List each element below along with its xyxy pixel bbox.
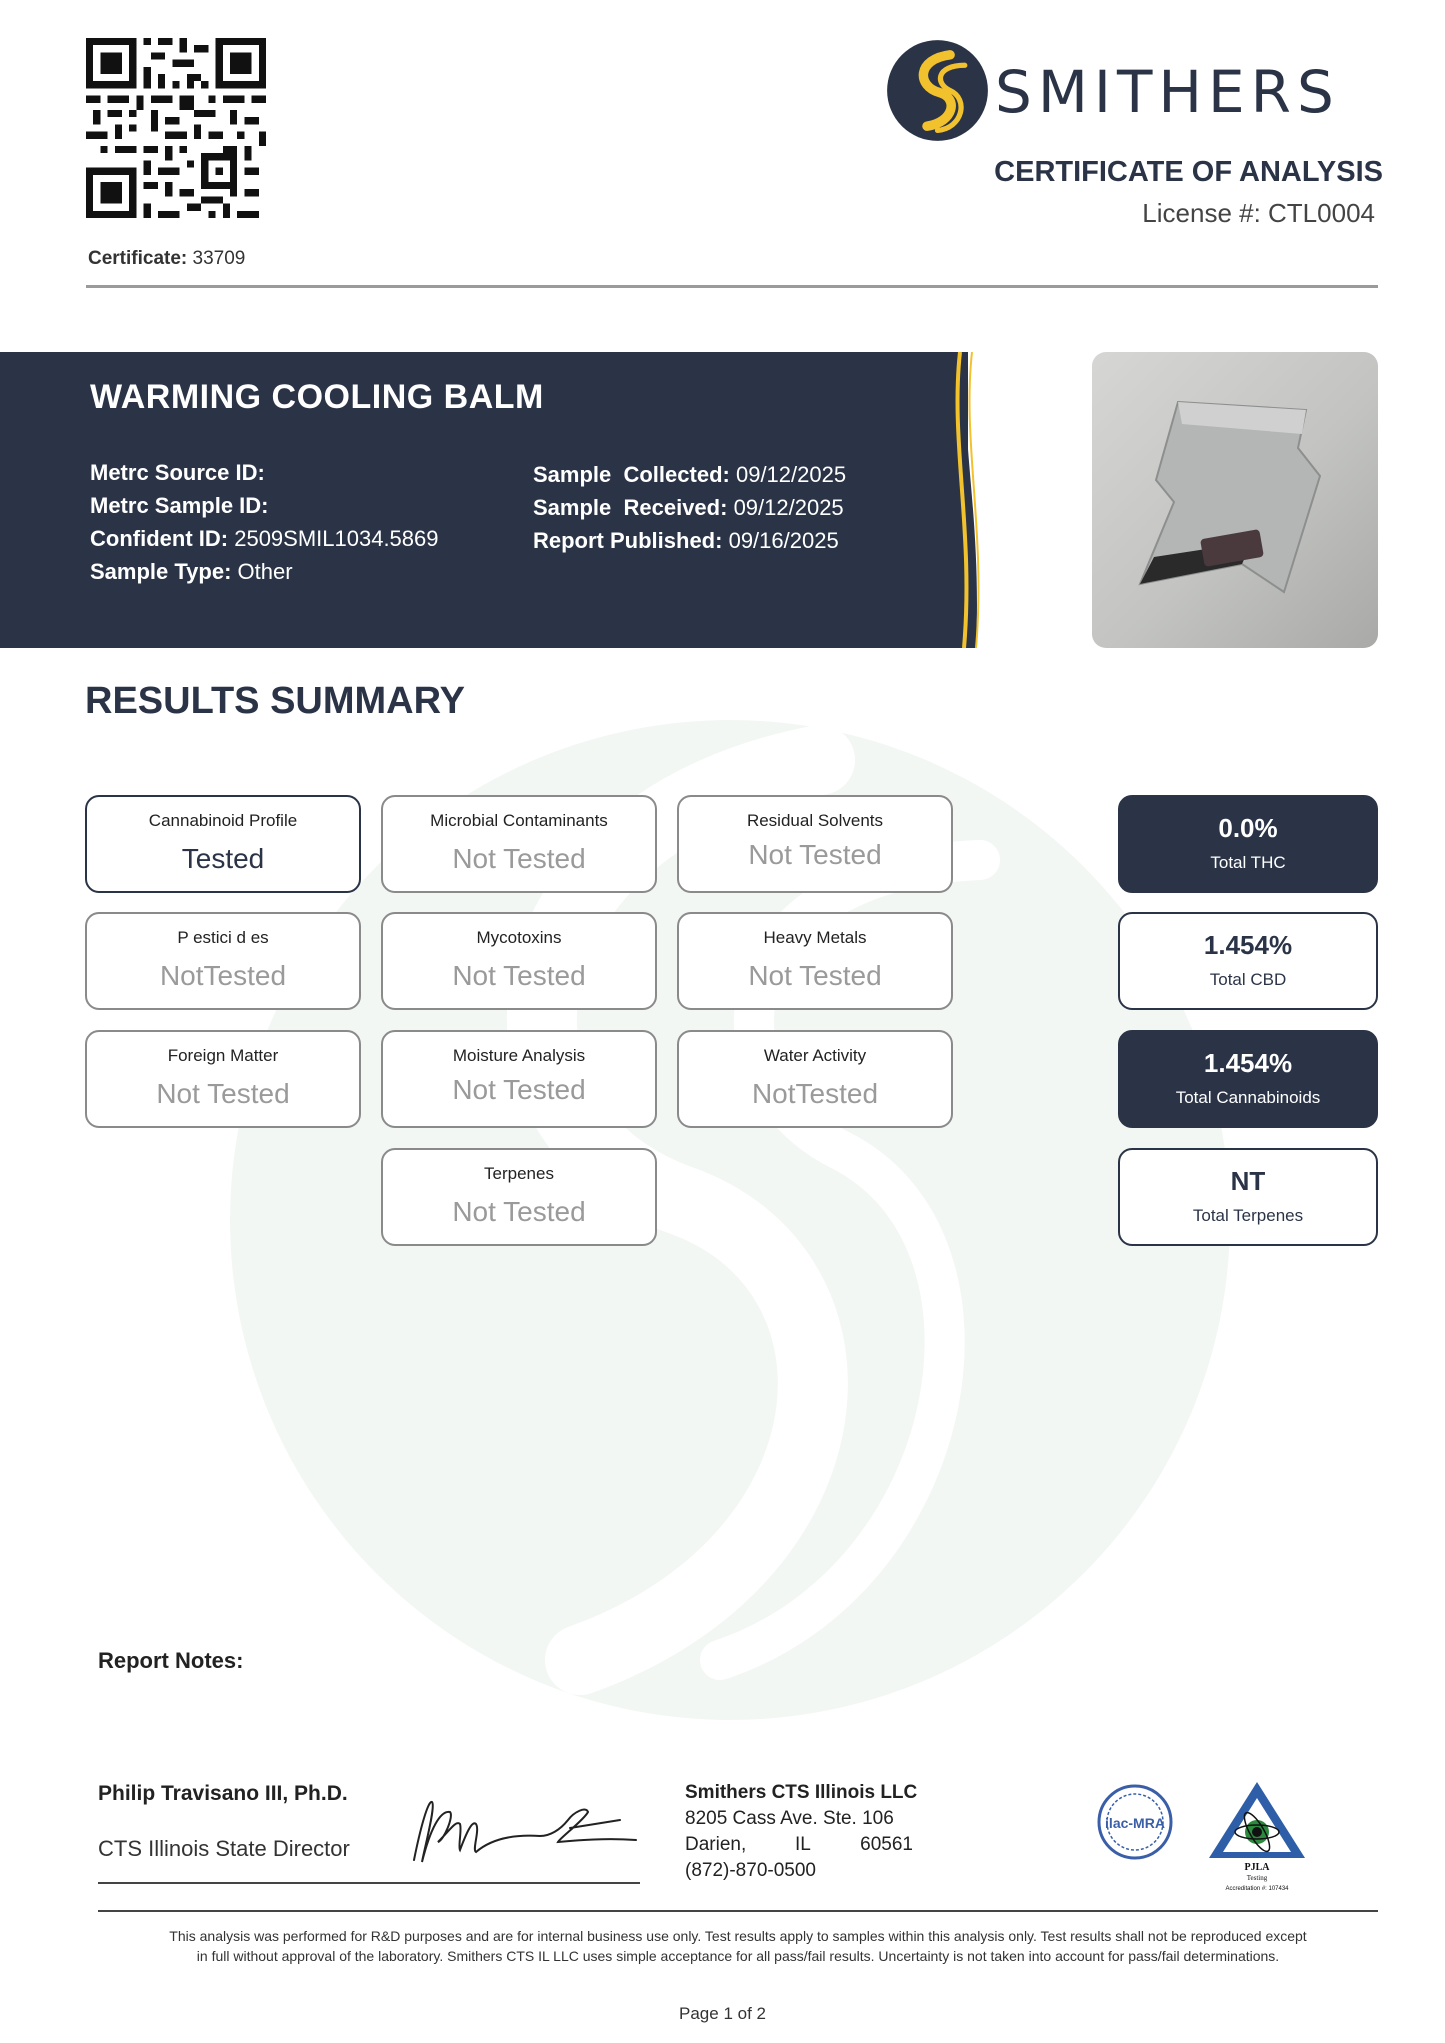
- test-label: Water Activity: [763, 1046, 867, 1065]
- lab-phone: (872)-870-0500: [685, 1860, 816, 1881]
- header-divider: [86, 285, 1378, 288]
- sample-type: Sample Type: Other: [90, 559, 293, 584]
- test-card-mycotoxins: [381, 912, 657, 1010]
- smithers-logo-icon: [885, 38, 990, 143]
- svg-text:ilac-MRA: ilac-MRA: [1105, 1815, 1165, 1831]
- test-label: Terpenes: [484, 1164, 554, 1183]
- signature: [410, 1790, 640, 1870]
- ilac-mra-logo: [1095, 1782, 1175, 1862]
- total-cannabinoids-card: [1118, 1030, 1378, 1128]
- banner-stripes-icon: [900, 352, 1010, 648]
- pjla-logo: [1205, 1778, 1310, 1893]
- total-value: 1.454%: [1203, 930, 1293, 960]
- signature-line: [98, 1882, 640, 1884]
- sample-photo: [1092, 352, 1378, 648]
- test-label: Residual Solvents: [746, 811, 884, 830]
- total-cbd-card: [1118, 912, 1378, 1010]
- license-number: License #: CTL0004: [1142, 198, 1375, 228]
- total-label: Total Cannabinoids: [1175, 1088, 1321, 1107]
- test-status: Not Tested: [452, 1074, 586, 1105]
- test-card-moisture-analysis: [381, 1030, 657, 1128]
- total-label: Total CBD: [1209, 970, 1287, 989]
- svg-text:PJLA: PJLA: [1244, 1862, 1270, 1873]
- total-value: 0.0%: [1218, 813, 1278, 843]
- total-label: Total Terpenes: [1192, 1206, 1304, 1225]
- page-number: Page 1 of 2: [679, 2004, 766, 2023]
- disclaimer: This analysis was performed for R&D purposes and are for internal business use only. Test results apply to samples within this analysis only. Test results shall not be reproduced except in full without approval of the laboratory. Smithers CTS IL LLC uses simple acceptance for all pass/fail results. Uncertainty is not taken into account for pass/fail determinations.: [169, 1928, 1307, 1964]
- test-status: Not Tested: [452, 1196, 586, 1227]
- document-title: CERTIFICATE OF ANALYSIS: [994, 156, 1383, 188]
- test-status: Not Tested: [452, 843, 586, 874]
- test-status: Not Tested: [748, 960, 882, 991]
- report-notes-label: Report Notes:: [98, 1648, 244, 1673]
- product-name: WARMING COOLING BALM: [90, 378, 544, 416]
- test-label: Moisture Analysis: [452, 1046, 586, 1065]
- test-label: Microbial Contaminants: [430, 811, 608, 830]
- test-status: Not Tested: [748, 839, 882, 870]
- total-terpenes-card: [1118, 1148, 1378, 1246]
- test-card-microbial-contaminants: [381, 795, 657, 893]
- sample-received: Sample Received: 09/12/2025: [533, 495, 844, 520]
- test-card-pesticides: [85, 912, 361, 1010]
- certificate-number: Certificate: 33709: [88, 248, 246, 269]
- test-label: Mycotoxins: [476, 928, 562, 947]
- test-card-water-activity: [677, 1030, 953, 1128]
- test-card-cannabinoid-profile: [85, 795, 361, 893]
- metrc-source-id: Metrc Source ID:: [90, 460, 265, 485]
- brand-name: SMITHERS: [995, 58, 1340, 126]
- svg-text:Testing: Testing: [1246, 1874, 1268, 1882]
- total-label: Total THC: [1210, 853, 1286, 872]
- test-label: Cannabinoid Profile: [148, 811, 298, 830]
- test-card-terpenes: [381, 1148, 657, 1246]
- signer-name: Philip Travisano III, Ph.D.: [98, 1782, 348, 1805]
- metrc-sample-id: Metrc Sample ID:: [90, 493, 269, 518]
- total-value: NT: [1230, 1166, 1266, 1196]
- test-card-heavy-metals: [677, 912, 953, 1010]
- signer-title: CTS Illinois State Director: [98, 1836, 350, 1861]
- test-status: NotTested: [159, 960, 287, 991]
- report-published: Report Published: 09/16/2025: [533, 528, 839, 553]
- test-card-foreign-matter: [85, 1030, 361, 1128]
- qr-code: [86, 38, 266, 218]
- test-label: P estici d es: [177, 928, 269, 947]
- lab-city-state-zip: Darien, IL 60561: [685, 1834, 913, 1855]
- confident-id: Confident ID: 2509SMIL1034.5869: [90, 526, 439, 551]
- test-status: NotTested: [751, 1078, 879, 1109]
- test-label: Heavy Metals: [763, 928, 867, 947]
- lab-name: Smithers CTS Illinois LLC: [685, 1782, 918, 1803]
- total-thc-card: [1118, 795, 1378, 893]
- footer-divider: [98, 1910, 1378, 1912]
- test-status: Tested: [181, 843, 265, 874]
- total-value: 1.454%: [1203, 1048, 1293, 1078]
- test-status: Not Tested: [452, 960, 586, 991]
- results-summary-title: RESULTS SUMMARY: [85, 680, 465, 722]
- svg-text:Accreditation #: 107434: Accreditation #: 107434: [1225, 1886, 1289, 1892]
- sample-collected: Sample Collected: 09/12/2025: [533, 462, 847, 487]
- lab-address: 8205 Cass Ave. Ste. 106: [685, 1808, 894, 1829]
- test-label: Foreign Matter: [167, 1046, 279, 1065]
- test-card-residual-solvents: [677, 795, 953, 893]
- test-status: Not Tested: [156, 1078, 290, 1109]
